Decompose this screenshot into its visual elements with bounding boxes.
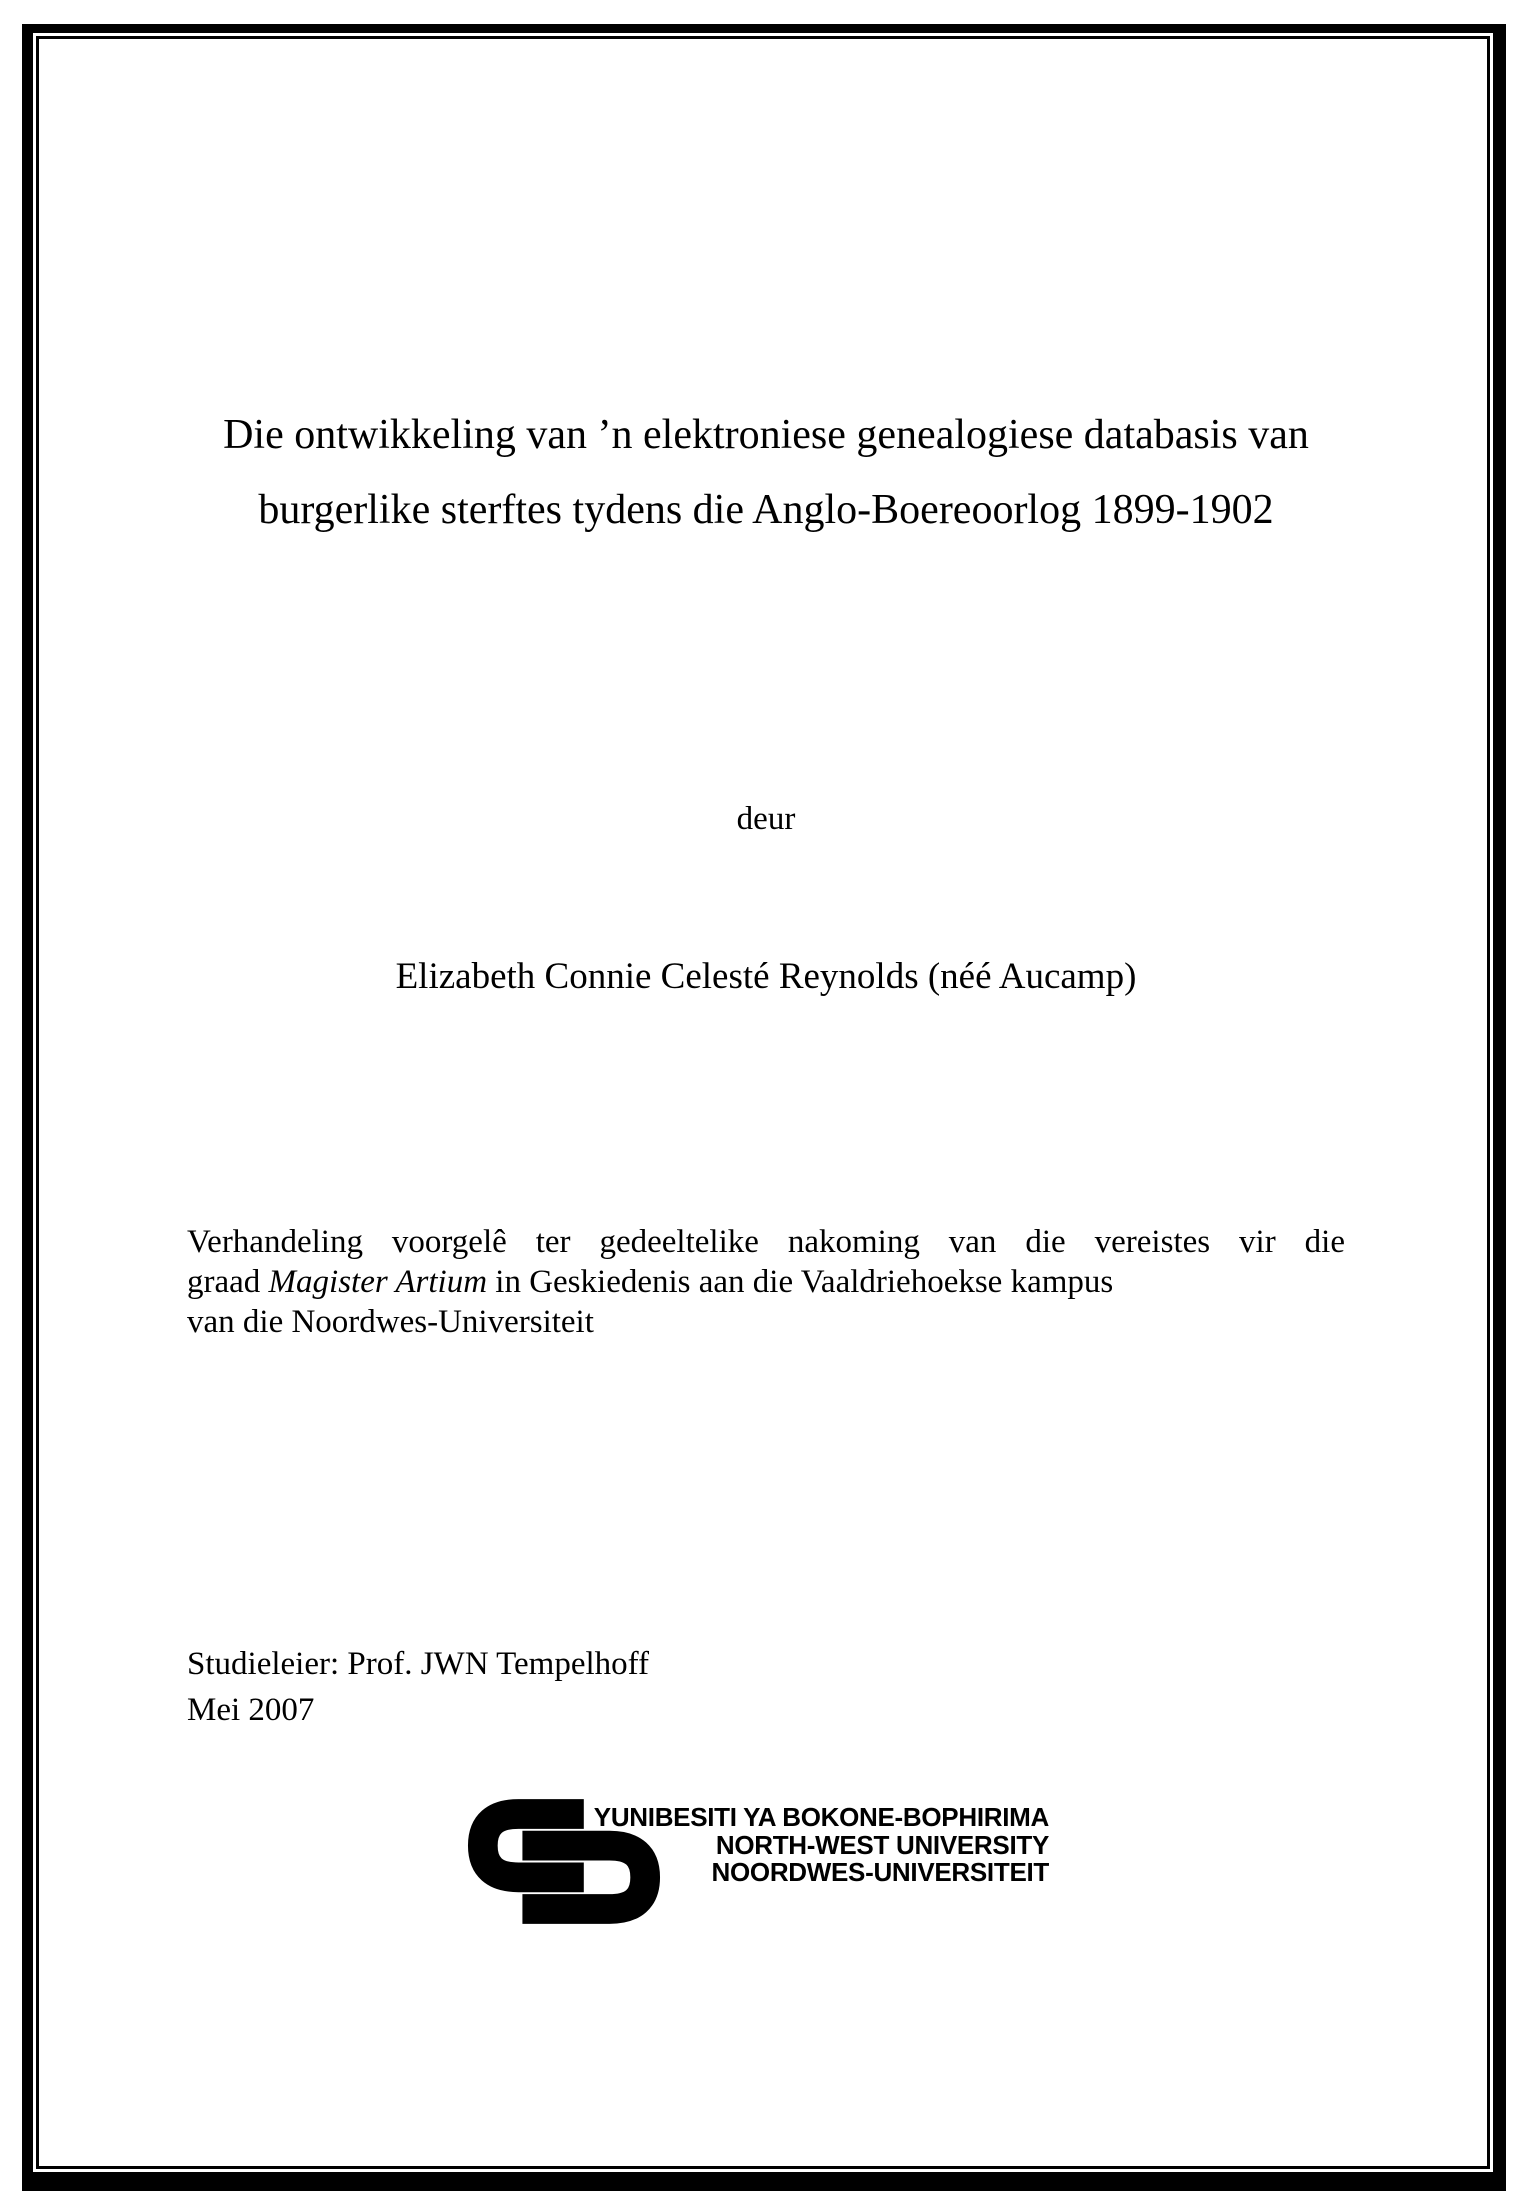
logo-text-setswana: YUNIBESITI YA BOKONE-BOPHIRIMA <box>593 1802 1049 1832</box>
degree-statement-line-3: van die Noordwes-Universiteit <box>187 1304 594 1340</box>
degree-statement-line-2-prefix: graad <box>187 1264 269 1300</box>
logo-text-english: NORTH-WEST UNIVERSITY <box>715 1829 1049 1860</box>
thesis-title-line-1: Die ontwikkeling van ’n elektroniese genealogiese databasis van <box>223 412 1309 458</box>
thesis-title-line-2: burgerlike sterftes tydens die Anglo-Boereoorlog 1899-1902 <box>258 487 1274 533</box>
university-logo-text <box>587 1804 1049 1887</box>
degree-statement-line-1: Verhandeling voorgelê ter gedeeltelike nakoming van die vereistes vir die <box>187 1224 1345 1260</box>
supervisor-line: Studieleier: Prof. JWN Tempelhoff <box>187 1646 650 1682</box>
date-line: Mei 2007 <box>187 1692 315 1728</box>
degree-statement-line-2-suffix: in Geskiedenis aan die Vaaldriehoekse kampus <box>487 1264 1114 1300</box>
degree-statement <box>187 1222 1345 1342</box>
thesis-title <box>187 398 1345 548</box>
byline-deur: deur <box>736 801 796 837</box>
supervisor-block <box>187 1641 1345 1733</box>
degree-statement-line-2 <box>187 1262 1345 1302</box>
degree-name-italic: Magister Artium <box>268 1264 488 1300</box>
logo-text-afrikaans: NOORDWES-UNIVERSITEIT <box>711 1857 1049 1887</box>
author-name: Elizabeth Connie Celesté Reynolds (néé Aucamp) <box>395 956 1137 997</box>
